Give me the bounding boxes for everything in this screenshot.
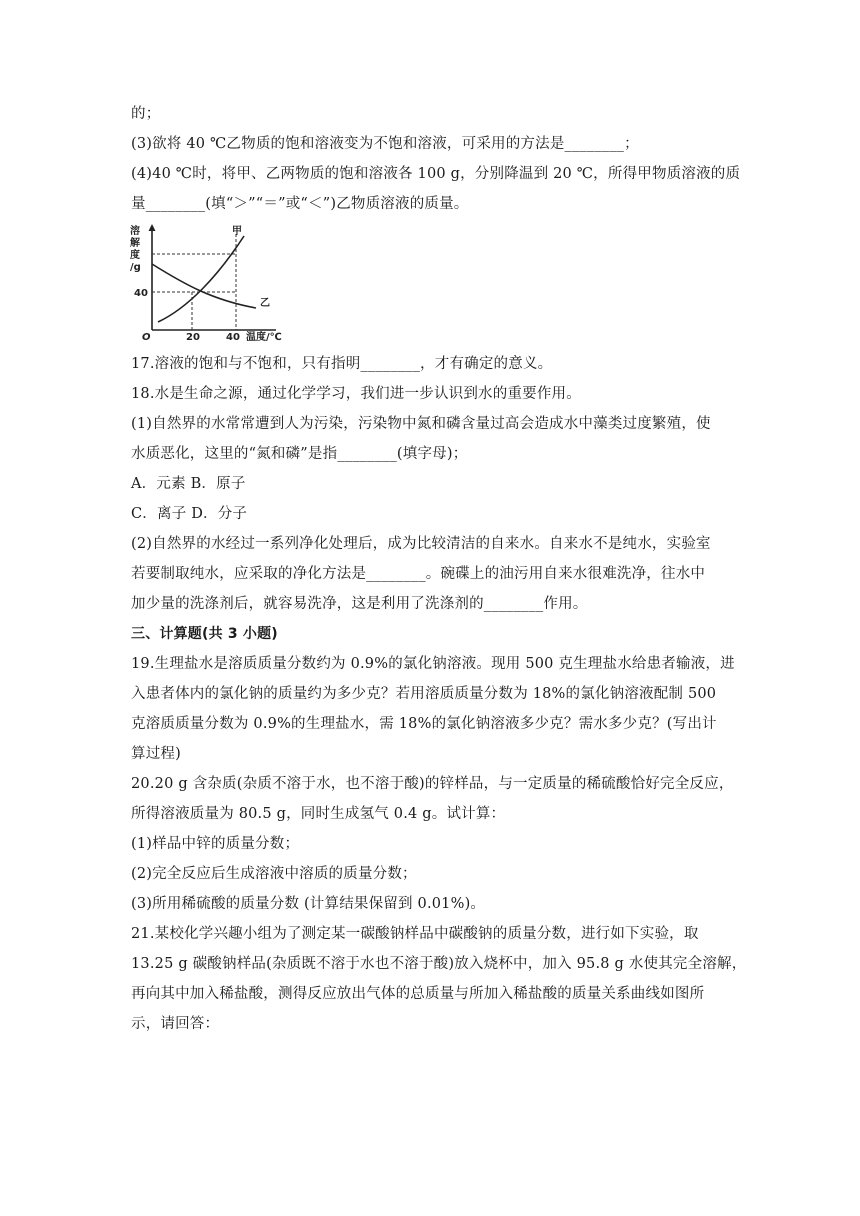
text-line: 20.20 g 含杂质(杂质不溶于水，也不溶于酸)的锌样品，与一定质量的稀硫酸恰好完全反应，	[131, 776, 734, 792]
text-line: A．元素 B．原子	[131, 476, 246, 492]
x-tick-label: 40	[226, 332, 240, 343]
text-line: 17.溶液的饱和与不饱和，只有指明________，才有确定的意义。	[131, 356, 553, 372]
text-line: (1)自然界的水常常遭到人为污染，污染物中氮和磷含量过高会造成水中藻类过度繁殖，使	[131, 416, 711, 432]
y-axis-arrow	[149, 224, 156, 231]
y-axis-label-char: 溶	[130, 226, 140, 237]
text-line: 水质恶化，这里的“氮和磷”是指________(填字母)；	[131, 446, 468, 462]
text-line: 的；	[131, 106, 161, 122]
y-axis-label-char: 解	[130, 238, 140, 249]
text-line: 入患者体内的氯化钠的质量约为多少克？若用溶质质量分数为 18%的氯化钠溶液配制 500	[131, 686, 717, 702]
text-line: (2)完全反应后生成溶液中溶质的质量分数；	[131, 866, 417, 882]
text-line: (3)所用稀硫酸的质量分数 (计算结果保留到 0.01%)。	[131, 896, 486, 912]
text-line: 量________(填“＞”“＝”或“＜”)乙物质溶液的质量。	[131, 196, 469, 212]
text-line: 13.25 g 碳酸钠样品(杂质既不溶于水也不溶于酸)放入烧杯中，加入 95.8 g 水使其完全溶解，	[131, 956, 747, 972]
curve-yi	[152, 264, 256, 308]
curve-jia	[158, 236, 244, 322]
text-line: 克溶质质量分数为 0.9%的生理盐水，需 18%的氯化钠溶液多少克？需水多少克？(写出计	[131, 716, 717, 732]
series-label-jia: 甲	[232, 226, 242, 237]
text-line: 加少量的洗涤剂后，就容易洗净，这是利用了洗涤剂的________作用。	[131, 596, 588, 612]
text-line: 算过程)	[131, 746, 181, 762]
y-axis-label-char: 度	[130, 250, 140, 261]
text-line: C．离子 D．分子	[131, 506, 248, 522]
text-line: (4)40 ℃时，将甲、乙两物质的饱和溶液各 100 g，分别降温到 20 ℃，所得甲物质溶液的质	[131, 166, 741, 182]
text-line: 再向其中加入稀盐酸，测得反应放出气体的总质量与所加入稀盐酸的质量关系曲线如图所	[131, 986, 705, 1002]
text-line: 21.某校化学兴趣小组为了测定某一碳酸钠样品中碳酸钠的质量分数，进行如下实验，取	[131, 926, 699, 942]
text-line: (1)样品中锌的质量分数；	[131, 836, 300, 852]
origin-label: O	[142, 332, 151, 343]
text-line: 19.生理盐水是溶质质量分数约为 0.9%的氯化钠溶液。现用 500 克生理盐水给患者输液，进	[131, 656, 735, 672]
x-axis-label: 温度/℃	[246, 332, 282, 343]
text-line: 示，请回答：	[131, 1016, 220, 1032]
y-tick-label: 40	[134, 288, 148, 299]
text-line: 若要制取纯水，应采取的净化方法是________。碗碟上的油污用自来水很难洗净，往水中	[131, 566, 706, 582]
y-axis-label-char: /g	[130, 262, 141, 273]
x-tick-label: 20	[186, 332, 200, 343]
series-label-yi: 乙	[260, 298, 270, 309]
text-line: (2)自然界的水经过一系列净化处理后，成为比较清洁的自来水。自来水不是纯水，实验室	[131, 536, 711, 552]
text-line: 18.水是生命之源，通过化学学习，我们进一步认识到水的重要作用。	[131, 386, 581, 402]
text-line: 所得溶液质量为 80.5 g，同时生成氢气 0.4 g。试计算：	[131, 806, 506, 822]
text-line: (3)欲将 40 ℃乙物质的饱和溶液变为不饱和溶液，可采用的方法是________；	[131, 136, 639, 152]
solubility-chart	[128, 222, 288, 346]
section-heading: 三、计算题(共 3 小题)	[131, 626, 278, 642]
